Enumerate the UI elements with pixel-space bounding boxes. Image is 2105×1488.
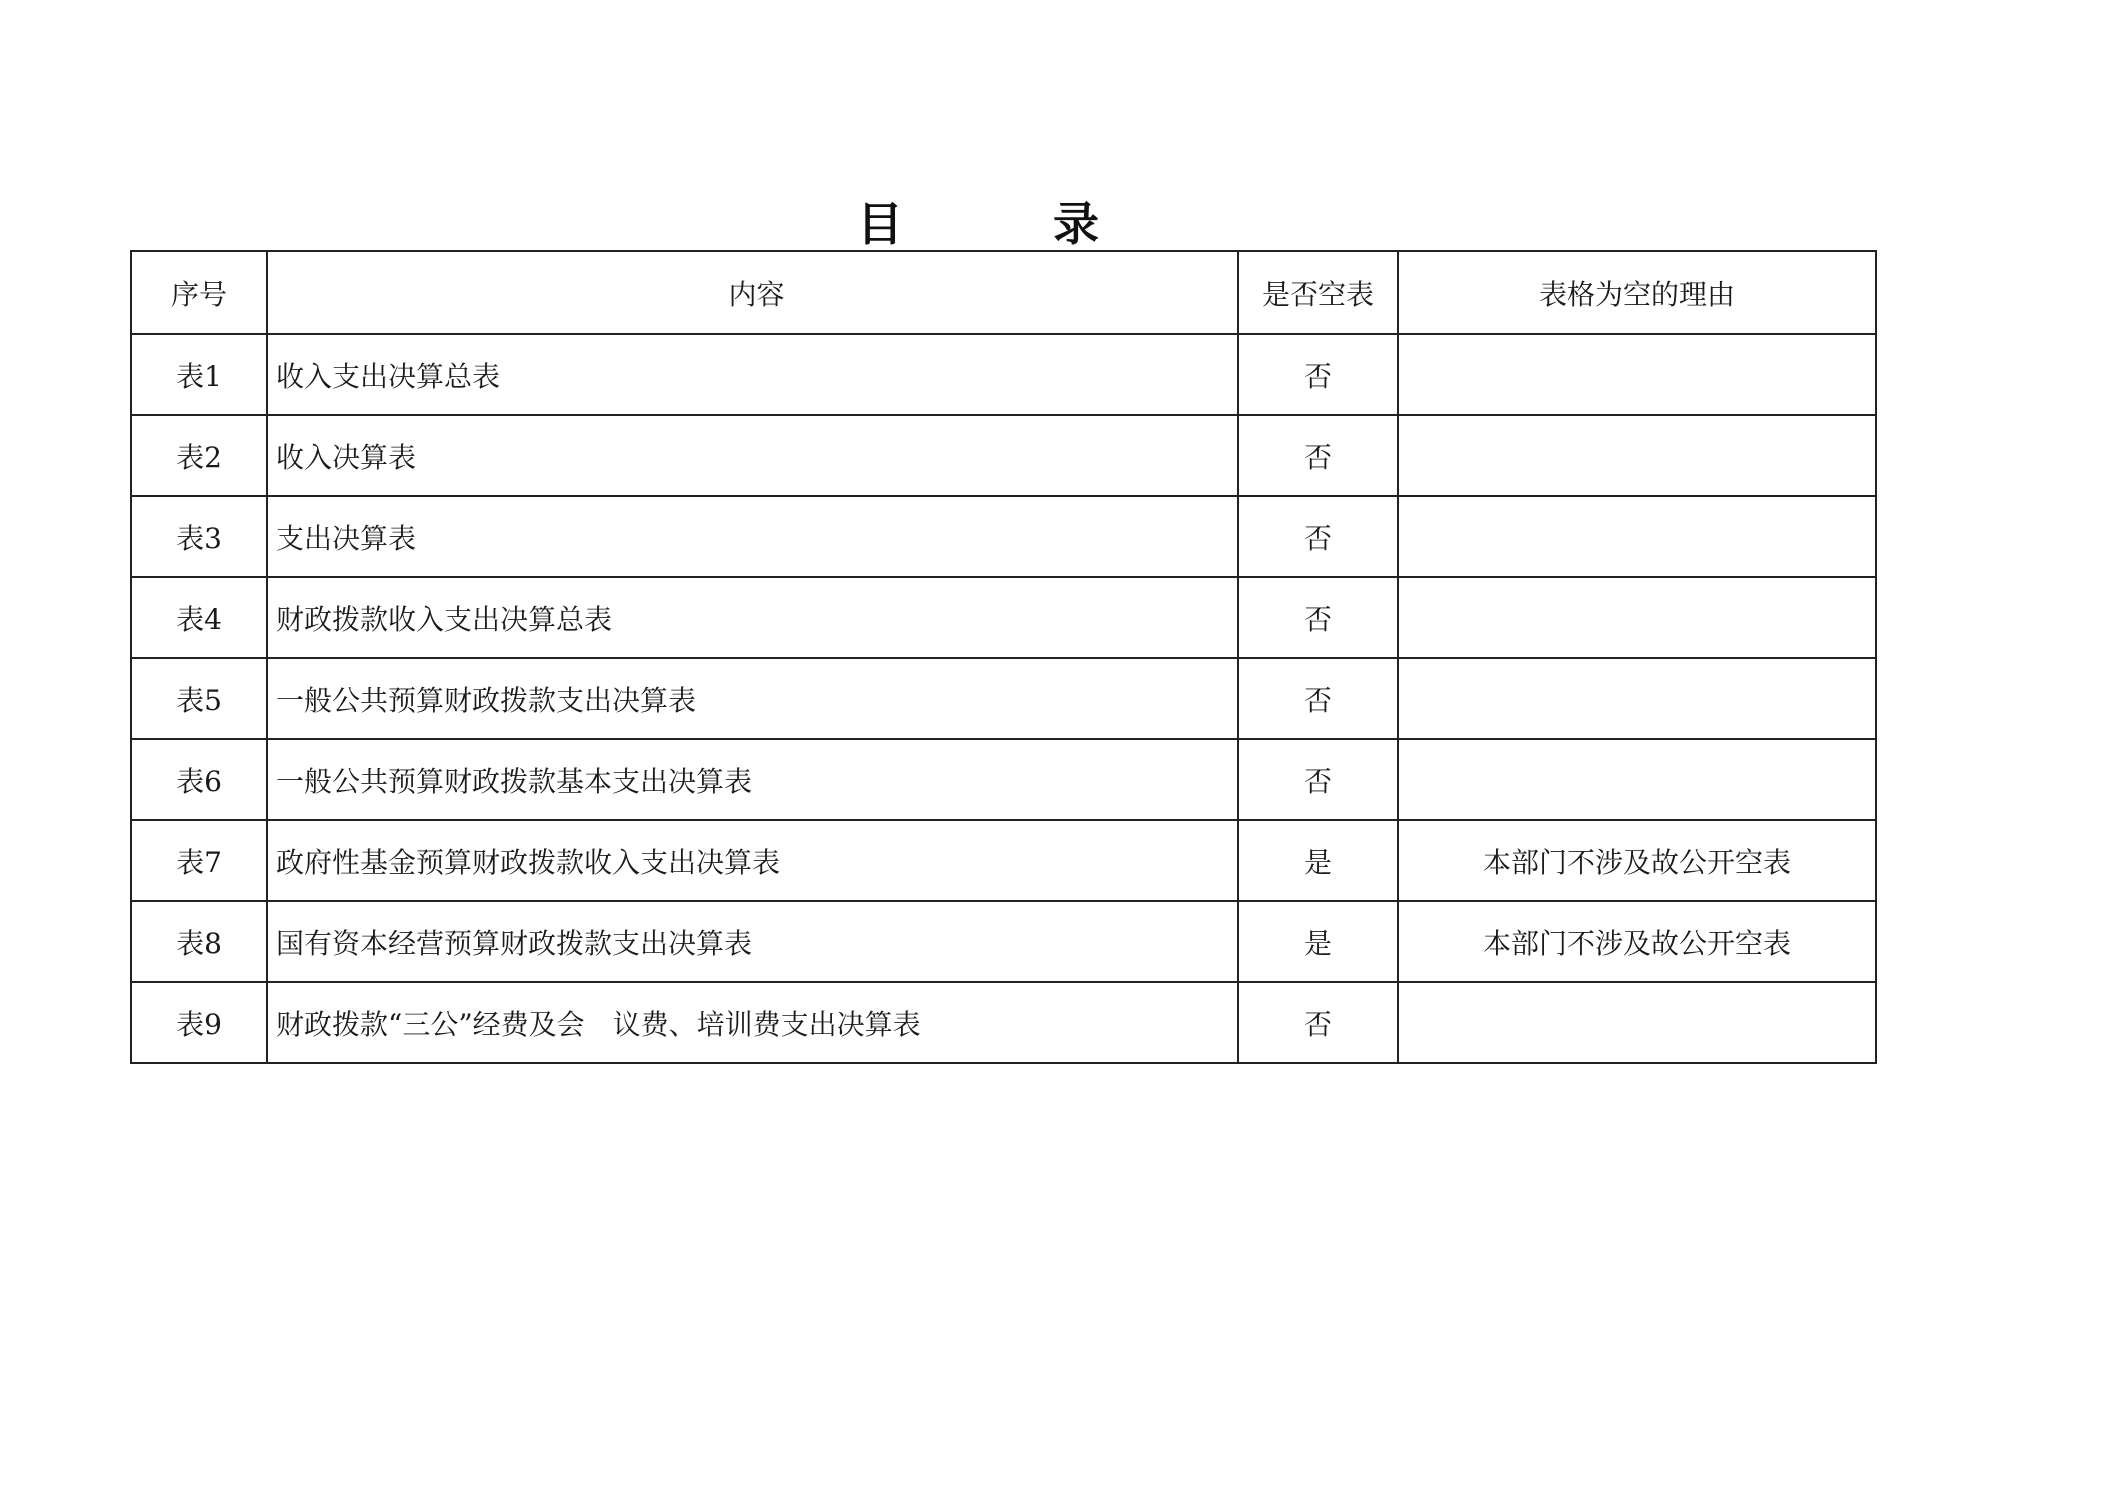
- row-content: 国有资本经营预算财政拨款支出决算表: [267, 901, 1238, 982]
- row-content: 政府性基金预算财政拨款收入支出决算表: [267, 820, 1238, 901]
- contents-table: [130, 250, 1877, 1064]
- row-no: 表9: [131, 982, 267, 1063]
- row-content: 收入决算表: [267, 415, 1238, 496]
- row-content: 财政拨款“三公”经费及会 议费、培训费支出决算表: [267, 982, 1238, 1063]
- row-reason: [1398, 334, 1876, 415]
- row-is-empty: 否: [1238, 739, 1398, 820]
- row-no: 表3: [131, 496, 267, 577]
- row-no: 表2: [131, 415, 267, 496]
- table-row: [131, 739, 1876, 820]
- row-no: 表4: [131, 577, 267, 658]
- row-reason: 本部门不涉及故公开空表: [1398, 820, 1876, 901]
- table-row: [131, 658, 1876, 739]
- row-content: 一般公共预算财政拨款基本支出决算表: [267, 739, 1238, 820]
- row-no: 表8: [131, 901, 267, 982]
- row-content: 一般公共预算财政拨款支出决算表: [267, 658, 1238, 739]
- header-reason: 表格为空的理由: [1398, 251, 1876, 334]
- row-is-empty: 否: [1238, 658, 1398, 739]
- table-row: [131, 415, 1876, 496]
- row-reason: [1398, 658, 1876, 739]
- row-is-empty: 是: [1238, 901, 1398, 982]
- row-content: 支出决算表: [267, 496, 1238, 577]
- row-is-empty: 否: [1238, 496, 1398, 577]
- row-is-empty: 否: [1238, 334, 1398, 415]
- row-is-empty: 否: [1238, 415, 1398, 496]
- table-row: [131, 820, 1876, 901]
- row-is-empty: 否: [1238, 982, 1398, 1063]
- row-no: 表5: [131, 658, 267, 739]
- row-no: 表6: [131, 739, 267, 820]
- table-row: [131, 334, 1876, 415]
- row-content: 财政拨款收入支出决算总表: [267, 577, 1238, 658]
- table-row: [131, 982, 1876, 1063]
- row-reason: [1398, 739, 1876, 820]
- header-no: 序号: [131, 251, 267, 334]
- row-reason: [1398, 496, 1876, 577]
- row-is-empty: 否: [1238, 577, 1398, 658]
- row-no: 表7: [131, 820, 267, 901]
- table-row: [131, 901, 1876, 982]
- row-no: 表1: [131, 334, 267, 415]
- page-title: 目 录: [857, 197, 1151, 251]
- table-row: [131, 577, 1876, 658]
- row-reason: [1398, 982, 1876, 1063]
- row-is-empty: 是: [1238, 820, 1398, 901]
- header-is-empty: 是否空表: [1238, 251, 1398, 334]
- header-row: [131, 251, 1876, 334]
- row-content: 收入支出决算总表: [267, 334, 1238, 415]
- row-reason: 本部门不涉及故公开空表: [1398, 901, 1876, 982]
- table-row: [131, 496, 1876, 577]
- row-reason: [1398, 415, 1876, 496]
- header-content: 内容: [267, 251, 1238, 334]
- row-reason: [1398, 577, 1876, 658]
